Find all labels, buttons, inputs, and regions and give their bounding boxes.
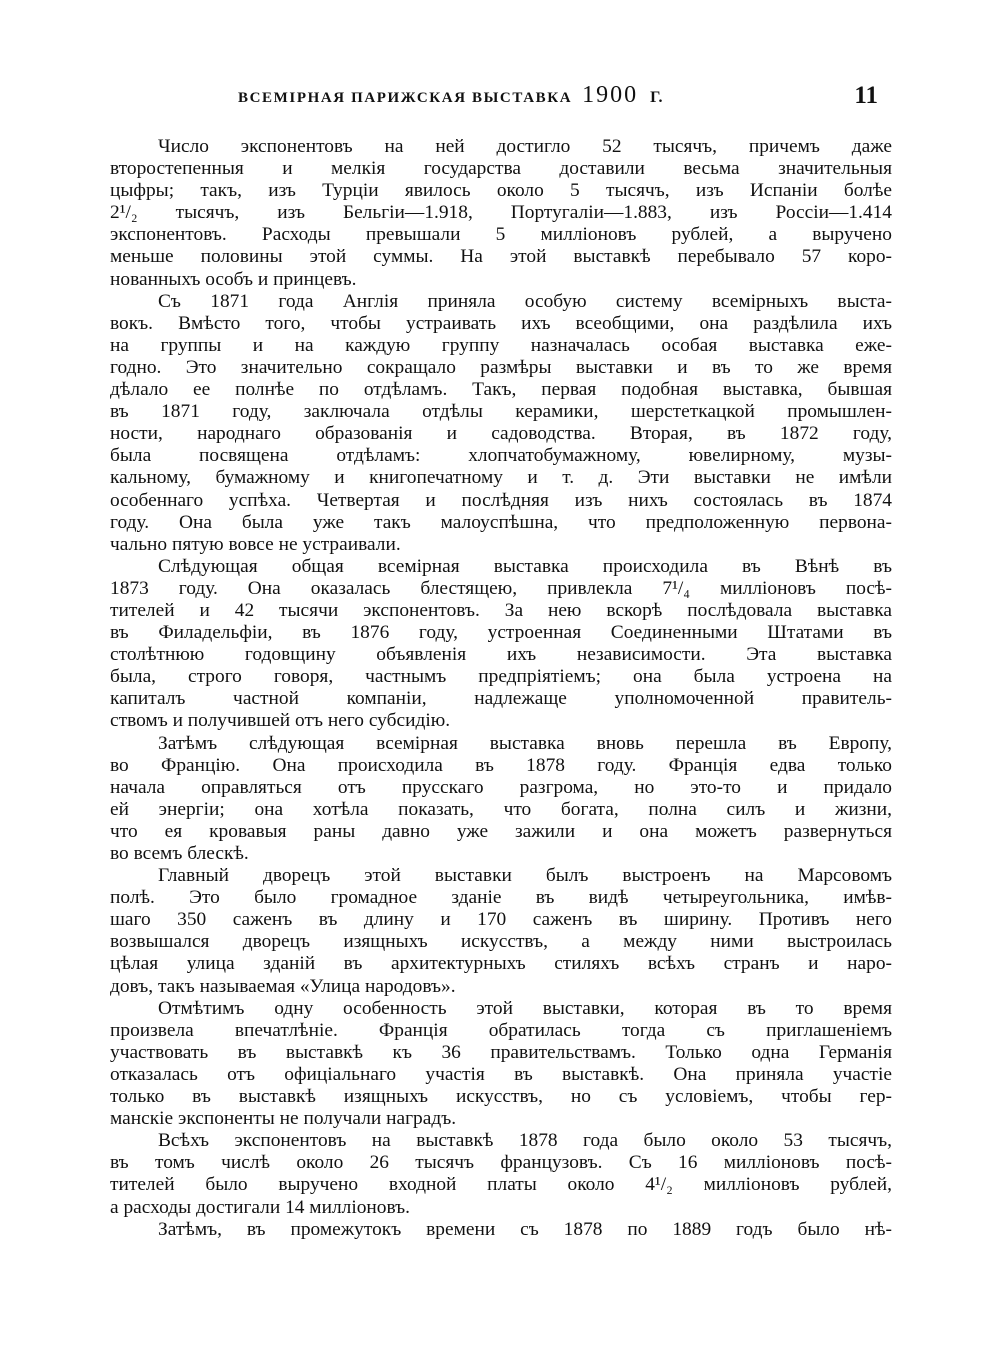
text-line: меньше половины этой суммы. На этой выставкѣ перебывало 57 коро-: [110, 246, 892, 268]
text-line: Отмѣтимъ одну особенность этой выставки, которая въ то время: [158, 997, 892, 1019]
text-line: была, строго говоря, частнымъ предпріятіемъ; она была устроена на: [110, 666, 892, 688]
text-line: отказалась отъ офиціальнаго участія въ выставкѣ. Она приняла участіе: [110, 1063, 892, 1085]
text-line: въ Филадельфіи, въ 1876 году, устроенная Соединенными Штатами въ: [110, 622, 892, 644]
text-line: тителей и 42 тысячи экспонентовъ. За нею вскорѣ послѣдовала выставка: [110, 599, 892, 621]
header-title: ВСЕМІРНАЯ ПАРИЖСКАЯ ВЫСТАВКА: [238, 90, 573, 106]
text-line: а расходы достигали 14 милліоновъ.: [110, 1196, 411, 1218]
text-line: цѣлая улица зданій въ архитектурныхъ стиляхъ всѣхъ странъ и наро-: [110, 953, 892, 975]
text-line: Слѣдующая общая всемірная выставка происходила въ Вѣнѣ въ: [158, 555, 892, 577]
text-line: начала оправляться отъ прусскаго разгрома, но это-то и придало: [110, 776, 892, 798]
text-line: въ томъ числѣ около 26 тысячъ французовъ. Съ 16 милліоновъ посѣ-: [110, 1152, 892, 1174]
text-line: вокъ. Вмѣсто того, чтобы устраивать ихъ всеобщими, она раздѣлила ихъ: [110, 312, 892, 334]
text-line: ей энергіи; она хотѣла показать, что богата, полна силъ и жизни,: [110, 798, 892, 820]
text-line: капиталъ частной компаніи, надлежаще уполномоченной правитель-: [110, 688, 892, 710]
text-line: во Францію. Она происходила въ 1878 году. Франція едва только: [110, 754, 892, 776]
text-line: Затѣмъ, въ промежутокъ времени съ 1878 по 1889 годъ было нѣ-: [158, 1218, 892, 1240]
text-line: возвышался дворецъ изящныхъ искусствъ, а между ними выстроилась: [110, 931, 892, 953]
text-line: ности, народнаго образованія и садоводства. Вторая, въ 1872 году,: [110, 423, 892, 445]
text-line: чально пятую вовсе не устраивали.: [110, 533, 401, 555]
text-line: была посвящена отдѣламъ: хлопчатобумажному, ювелирному, музы-: [110, 445, 892, 467]
text-line: особеннаго успѣха. Четвертая и послѣдняя изъ нихъ состоялась въ 1874: [110, 489, 892, 511]
text-line: цыфры; такъ, изъ Турціи явилось около 5 тысячъ, изъ Испаніи болѣе: [110, 180, 892, 202]
text-line: второстепенныя и мелкія государства доставили весьма значительныя: [110, 158, 892, 180]
text-line: что ея кровавыя раны давно уже зажили и она можетъ развернуться: [110, 820, 892, 842]
text-line: произвела впечатлѣніе. Франція обратилась тогда съ приглашеніемъ: [110, 1019, 892, 1041]
text-line: кальному, бумажному и книгопечатному и т. д. Эти выставки не имѣли: [110, 467, 892, 489]
text-line: Главный дворецъ этой выставки былъ выстроенъ на Марсовомъ: [158, 865, 892, 887]
text-line: во всемъ блескѣ.: [110, 843, 249, 864]
body-text: [110, 136, 892, 1241]
text-line: годно. Это значительно сокращало размѣры выставки и въ то же время: [110, 356, 892, 378]
text-line: участвовать въ выставкѣ къ 36 правительствамъ. Только одна Германія: [110, 1041, 892, 1063]
text-line: нованныхъ особъ и принцевъ.: [110, 268, 357, 290]
text-line: Затѣмъ слѣдующая всемірная выставка вновь перешла въ Европу,: [158, 732, 892, 754]
text-line: шаго 350 саженъ въ длину и 170 саженъ въ ширину. Противъ него: [110, 909, 892, 931]
text-line: экспонентовъ. Расходы превышали 5 милліоновъ рублей, а выручено: [110, 224, 892, 246]
text-line: году. Она была уже такъ малоуспѣшна, что предположенную первона-: [110, 511, 892, 533]
text-line: довъ, такъ называемая «Улица народовъ».: [110, 975, 456, 997]
text-line: 1873 году. Она оказалась блестящею, привлекла 7¹/₄ милліоновъ посѣ-: [110, 577, 892, 599]
text-line: столѣтнюю годовщину объявленія ихъ независимости. Эта выставка: [110, 644, 892, 666]
text-line: тителей было выручено входной платы около 4¹/₂ милліоновъ рублей,: [110, 1174, 892, 1196]
text-line: 2¹/₂ тысячъ, изъ Бельгіи—1.918, Португаліи—1.883, изъ Россіи—1.414: [110, 202, 892, 224]
page-number: 11: [854, 82, 878, 109]
header-year: 1900: [582, 82, 639, 108]
text-line: полѣ. Это было громадное зданіе въ видѣ четыреугольника, имѣв-: [110, 887, 892, 909]
text-line: только въ выставкѣ изящныхъ искусствъ, но съ условіемъ, чтобы гер-: [110, 1086, 892, 1108]
text-line: Всѣхъ экспонентовъ на выставкѣ 1878 года было около 53 тысячъ,: [158, 1130, 892, 1152]
text-line: дѣлало ее полнѣе по отдѣламъ. Такъ, первая подобная выставка, бывшая: [110, 379, 892, 401]
running-header: [238, 82, 878, 116]
text-line: на группы и на каждую группу назначалась особая выставка еже-: [110, 334, 892, 356]
text-line: Съ 1871 года Англія приняла особую систему всемірныхъ выста-: [158, 290, 892, 312]
text-line: манскіе экспоненты не получали наградъ.: [110, 1108, 457, 1130]
text-line: ствомъ и получившей отъ него субсидію.: [110, 710, 451, 732]
text-line: Число экспонентовъ на ней достигло 52 тысячъ, причемъ даже: [158, 136, 892, 157]
text-line: въ 1871 году, заключала отдѣлы керамики, шерстеткацкой промышлен-: [110, 401, 892, 423]
header-suffix: Г.: [650, 89, 663, 106]
